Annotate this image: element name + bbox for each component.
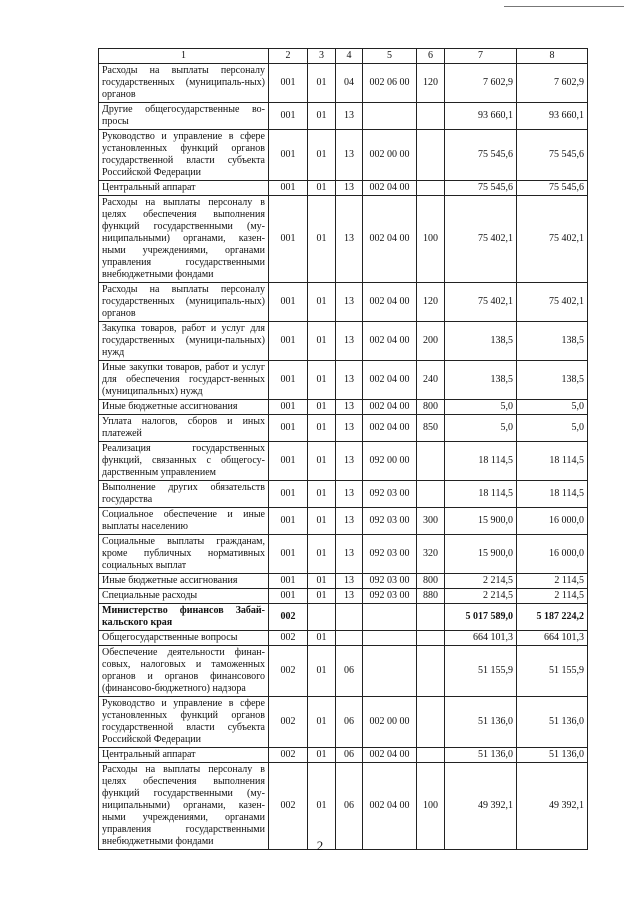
subsection-code-cell: 13 [336,400,363,415]
target-article-cell: 002 04 00 [363,322,417,361]
expense-type-cell [417,103,445,130]
page-number: 2 [316,838,324,853]
expense-type-cell: 850 [417,415,445,442]
amount-year1-cell: 664 101,3 [445,631,517,646]
table-row [99,574,588,589]
subsection-code-cell [336,631,363,646]
admin-code-cell: 001 [269,415,308,442]
amount-year2-cell: 75 545,6 [517,181,588,196]
target-article-cell: 002 04 00 [363,415,417,442]
amount-year1-cell: 5,0 [445,400,517,415]
admin-code-cell: 001 [269,196,308,283]
amount-year2-cell: 2 114,5 [517,574,588,589]
section-code-cell: 01 [308,697,336,748]
admin-code-cell: 002 [269,697,308,748]
admin-code-cell: 001 [269,589,308,604]
column-numbers-row [99,49,588,64]
subsection-code-cell: 13 [336,415,363,442]
admin-code-cell: 001 [269,283,308,322]
row-name-cell: Реализация государственных функций, связанных с общегосу-дарственным управлением [99,442,269,481]
section-code-cell: 01 [308,508,336,535]
target-article-cell: 002 04 00 [363,748,417,763]
section-code-cell: 01 [308,130,336,181]
amount-year2-cell: 5 187 224,2 [517,604,588,631]
amount-year1-cell: 5,0 [445,415,517,442]
table-row [99,481,588,508]
row-name-cell: Другие общегосударственные во-просы [99,103,269,130]
subsection-code-cell: 13 [336,508,363,535]
expense-type-cell [417,748,445,763]
target-article-cell: 002 04 00 [363,181,417,196]
table-row [99,103,588,130]
table-row [99,415,588,442]
target-article-cell: 002 04 00 [363,283,417,322]
section-code-cell: 01 [308,748,336,763]
amount-year1-cell: 18 114,5 [445,442,517,481]
target-article-cell: 002 00 00 [363,697,417,748]
amount-year2-cell: 16 000,0 [517,508,588,535]
column-header: 1 [99,49,269,64]
table-row [99,763,588,850]
section-code-cell: 01 [308,631,336,646]
amount-year1-cell: 75 545,6 [445,181,517,196]
admin-code-cell: 002 [269,748,308,763]
amount-year2-cell: 93 660,1 [517,103,588,130]
target-article-cell: 002 04 00 [363,763,417,850]
budget-table [98,48,588,850]
column-header: 7 [445,49,517,64]
target-article-cell: 092 03 00 [363,508,417,535]
expense-type-cell [417,481,445,508]
subsection-code-cell: 13 [336,130,363,181]
target-article-cell: 092 03 00 [363,535,417,574]
column-header: 4 [336,49,363,64]
table-row [99,535,588,574]
amount-year1-cell: 2 214,5 [445,589,517,604]
amount-year2-cell: 16 000,0 [517,535,588,574]
target-article-cell: 002 04 00 [363,400,417,415]
target-article-cell: 092 03 00 [363,574,417,589]
section-code-cell: 01 [308,415,336,442]
expense-type-cell [417,604,445,631]
subsection-code-cell: 13 [336,181,363,196]
row-name-cell: Министерство финансов Забай-кальского края [99,604,269,631]
table-row [99,604,588,631]
admin-code-cell: 001 [269,103,308,130]
section-code-cell: 01 [308,181,336,196]
table-row [99,181,588,196]
amount-year2-cell: 2 114,5 [517,589,588,604]
target-article-cell: 002 06 00 [363,64,417,103]
expense-type-cell [417,646,445,697]
row-name-cell: Специальные расходы [99,589,269,604]
amount-year2-cell: 75 402,1 [517,196,588,283]
amount-year2-cell: 5,0 [517,415,588,442]
section-code-cell: 01 [308,361,336,400]
section-code-cell: 01 [308,646,336,697]
target-article-cell [363,103,417,130]
table-row [99,322,588,361]
admin-code-cell: 001 [269,508,308,535]
table-body [99,49,588,850]
expense-type-cell: 100 [417,763,445,850]
section-code-cell: 01 [308,763,336,850]
row-name-cell: Закупка товаров, работ и услуг для государственных (муници-пальных) нужд [99,322,269,361]
amount-year1-cell: 138,5 [445,361,517,400]
row-name-cell: Расходы на выплаты персоналу государственных (муниципаль-ных) органов [99,283,269,322]
amount-year1-cell: 75 402,1 [445,196,517,283]
amount-year1-cell: 51 136,0 [445,748,517,763]
row-name-cell: Центральный аппарат [99,748,269,763]
admin-code-cell: 001 [269,64,308,103]
expense-type-cell: 300 [417,508,445,535]
target-article-cell: 002 04 00 [363,196,417,283]
expense-type-cell [417,181,445,196]
amount-year2-cell: 51 136,0 [517,748,588,763]
amount-year2-cell: 664 101,3 [517,631,588,646]
subsection-code-cell: 06 [336,763,363,850]
expense-type-cell [417,631,445,646]
row-name-cell: Уплата налогов, сборов и иных платежей [99,415,269,442]
admin-code-cell: 002 [269,763,308,850]
row-name-cell: Обеспечение деятельности финан-совых, налоговых и таможенных органов и органов финансового (финансово-бюджетного) надзора [99,646,269,697]
subsection-code-cell: 13 [336,535,363,574]
row-name-cell: Иные закупки товаров, работ и услуг для обеспечения государст-венных (муниципальных) нужд [99,361,269,400]
table-row [99,442,588,481]
subsection-code-cell: 06 [336,646,363,697]
column-header: 6 [417,49,445,64]
row-name-cell: Расходы на выплаты персоналу в целях обеспечения выполнения функций государственными (му-ниципальными) органами, казен-ными учреждениями, органами управления государственными внебюджетными фондами [99,763,269,850]
column-header: 3 [308,49,336,64]
admin-code-cell: 001 [269,535,308,574]
column-header: 5 [363,49,417,64]
section-code-cell: 01 [308,535,336,574]
amount-year2-cell: 138,5 [517,361,588,400]
section-code-cell: 01 [308,442,336,481]
amount-year1-cell: 49 392,1 [445,763,517,850]
amount-year1-cell: 75 402,1 [445,283,517,322]
row-name-cell: Выполнение других обязательств государства [99,481,269,508]
amount-year2-cell: 75 402,1 [517,283,588,322]
section-code-cell: 01 [308,64,336,103]
expense-type-cell: 200 [417,322,445,361]
section-code-cell: 01 [308,283,336,322]
row-name-cell: Общегосударственные вопросы [99,631,269,646]
amount-year1-cell: 15 900,0 [445,535,517,574]
section-code-cell: 01 [308,103,336,130]
target-article-cell: 092 00 00 [363,442,417,481]
amount-year2-cell: 18 114,5 [517,481,588,508]
table-row [99,64,588,103]
table-row [99,748,588,763]
table-row [99,283,588,322]
amount-year1-cell: 18 114,5 [445,481,517,508]
target-article-cell: 002 04 00 [363,361,417,400]
admin-code-cell: 001 [269,574,308,589]
table-row [99,196,588,283]
row-name-cell: Расходы на выплаты персоналу государственных (муниципаль-ных) органов [99,64,269,103]
admin-code-cell: 001 [269,361,308,400]
table-row [99,646,588,697]
table-row [99,631,588,646]
row-name-cell: Иные бюджетные ассигнования [99,400,269,415]
amount-year2-cell: 51 136,0 [517,697,588,748]
amount-year2-cell: 5,0 [517,400,588,415]
row-name-cell: Социальное обеспечение и иные выплаты населению [99,508,269,535]
subsection-code-cell: 04 [336,64,363,103]
subsection-code-cell: 13 [336,196,363,283]
table-row [99,130,588,181]
expense-type-cell: 800 [417,400,445,415]
row-name-cell: Центральный аппарат [99,181,269,196]
admin-code-cell: 001 [269,322,308,361]
admin-code-cell: 001 [269,130,308,181]
row-name-cell: Расходы на выплаты персоналу в целях обеспечения выполнения функций государственными (му-ниципальными) органами, казен-ными учреждениями, органами управления государственными внебюджетными фондами [99,196,269,283]
admin-code-cell: 001 [269,400,308,415]
table-row [99,589,588,604]
admin-code-cell: 002 [269,604,308,631]
target-article-cell [363,646,417,697]
subsection-code-cell [336,604,363,631]
target-article-cell [363,631,417,646]
expense-type-cell: 120 [417,283,445,322]
expense-type-cell [417,442,445,481]
subsection-code-cell: 06 [336,748,363,763]
table-row [99,361,588,400]
column-header: 8 [517,49,588,64]
amount-year1-cell: 51 155,9 [445,646,517,697]
admin-code-cell: 001 [269,181,308,196]
section-code-cell [308,604,336,631]
amount-year1-cell: 15 900,0 [445,508,517,535]
amount-year2-cell: 75 545,6 [517,130,588,181]
target-article-cell: 092 03 00 [363,481,417,508]
subsection-code-cell: 13 [336,361,363,400]
amount-year1-cell: 5 017 589,0 [445,604,517,631]
expense-type-cell: 100 [417,196,445,283]
subsection-code-cell: 13 [336,574,363,589]
section-code-cell: 01 [308,574,336,589]
row-name-cell: Иные бюджетные ассигнования [99,574,269,589]
amount-year2-cell: 51 155,9 [517,646,588,697]
top-rule [504,6,624,7]
row-name-cell: Руководство и управление в сфере установленных функций органов государственной власти субъекта Российской Федерации [99,130,269,181]
expense-type-cell: 320 [417,535,445,574]
subsection-code-cell: 13 [336,442,363,481]
section-code-cell: 01 [308,481,336,508]
amount-year2-cell: 138,5 [517,322,588,361]
subsection-code-cell: 13 [336,481,363,508]
admin-code-cell: 002 [269,631,308,646]
section-code-cell: 01 [308,196,336,283]
section-code-cell: 01 [308,589,336,604]
subsection-code-cell: 06 [336,697,363,748]
expense-type-cell: 240 [417,361,445,400]
expense-type-cell: 800 [417,574,445,589]
amount-year1-cell: 75 545,6 [445,130,517,181]
target-article-cell: 092 03 00 [363,589,417,604]
subsection-code-cell: 13 [336,283,363,322]
amount-year2-cell: 7 602,9 [517,64,588,103]
subsection-code-cell: 13 [336,322,363,361]
amount-year2-cell: 18 114,5 [517,442,588,481]
table-row [99,697,588,748]
table-row [99,508,588,535]
admin-code-cell: 002 [269,646,308,697]
amount-year1-cell: 138,5 [445,322,517,361]
section-code-cell: 01 [308,322,336,361]
target-article-cell: 002 00 00 [363,130,417,181]
table-row [99,400,588,415]
expense-type-cell [417,130,445,181]
expense-type-cell: 880 [417,589,445,604]
row-name-cell: Социальные выплаты гражданам, кроме публичных нормативных социальных выплат [99,535,269,574]
target-article-cell [363,604,417,631]
amount-year1-cell: 93 660,1 [445,103,517,130]
amount-year2-cell: 49 392,1 [517,763,588,850]
subsection-code-cell: 13 [336,103,363,130]
column-header: 2 [269,49,308,64]
row-name-cell: Руководство и управление в сфере установленных функций органов государственной власти субъекта Российской Федерации [99,697,269,748]
amount-year1-cell: 2 214,5 [445,574,517,589]
section-code-cell: 01 [308,400,336,415]
expense-type-cell: 120 [417,64,445,103]
amount-year1-cell: 7 602,9 [445,64,517,103]
admin-code-cell: 001 [269,442,308,481]
subsection-code-cell: 13 [336,589,363,604]
amount-year1-cell: 51 136,0 [445,697,517,748]
admin-code-cell: 001 [269,481,308,508]
expense-type-cell [417,697,445,748]
